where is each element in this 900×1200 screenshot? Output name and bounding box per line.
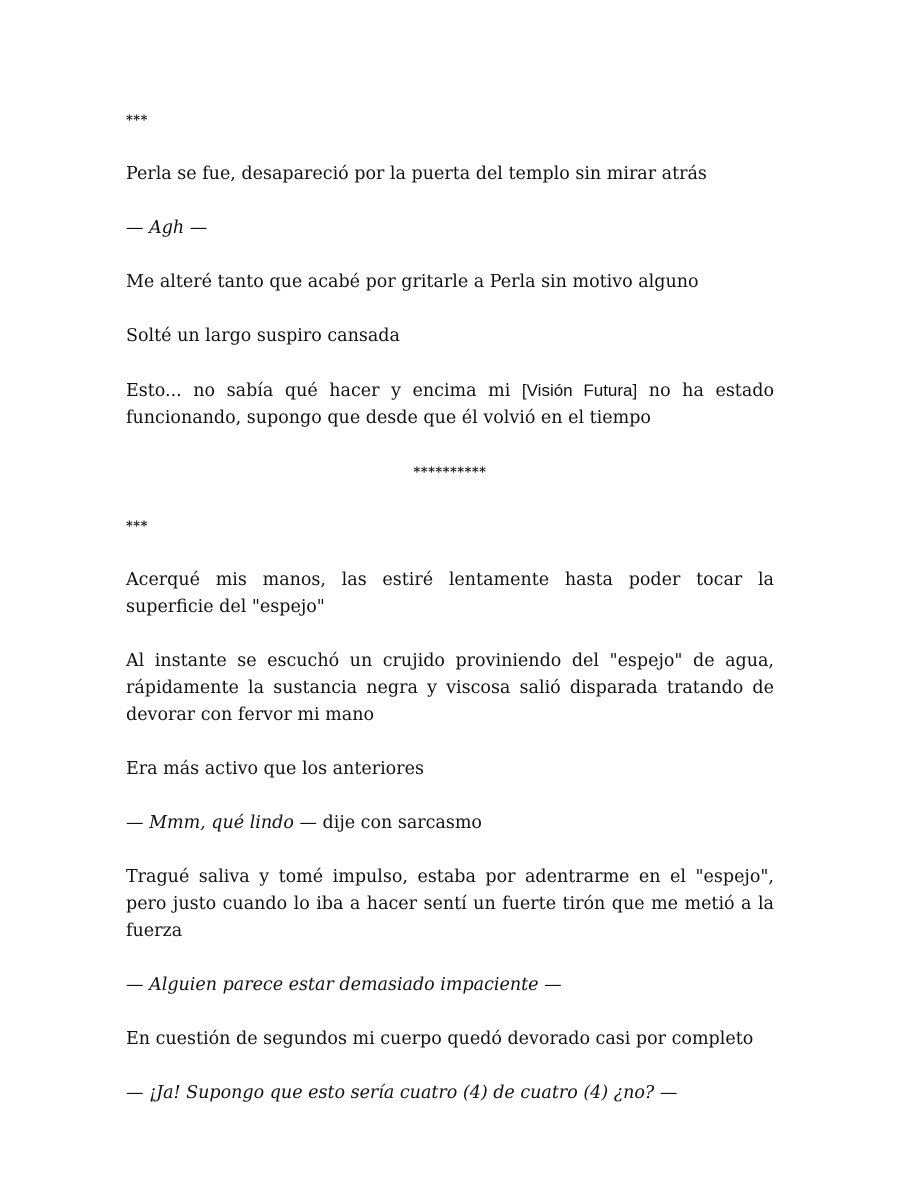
paragraph-altered: Me alteré tanto que acabé por gritarle a Perla sin motivo alguno bbox=[126, 272, 699, 292]
scene-separator: *** bbox=[126, 519, 148, 534]
section-separator: ********** bbox=[413, 465, 487, 480]
dash-open: — bbox=[126, 975, 150, 995]
document-page bbox=[126, 107, 774, 1134]
paragraph-crack: Al instante se escuchó un crujido proviniendo del "espejo" de agua, rápidamente la sustancia negra y viscosa salió disparada tratando de devorar con fervor mi mano bbox=[126, 651, 774, 725]
dialogue-agh bbox=[126, 215, 774, 242]
dash-open: — bbox=[126, 813, 150, 833]
dialogue-impatient bbox=[126, 972, 774, 999]
dash-open: — bbox=[126, 218, 150, 238]
dash-close: — bbox=[184, 218, 208, 238]
paragraph-hands: Acerqué mis manos, las estiré lentamente hasta poder tocar la superficie del "espejo" bbox=[126, 570, 774, 617]
dash-close: — bbox=[538, 975, 562, 995]
dialogue-mmm bbox=[126, 810, 774, 837]
paragraph-perla-leaves: Perla se fue, desapareció por la puerta del templo sin mirar atrás bbox=[126, 164, 707, 184]
dash-close: — bbox=[654, 1083, 678, 1103]
paragraph-swallowed: Tragué saliva y tomé impulso, estaba por adentrarme en el "espejo", pero justo cuando lo iba a hacer sentí un fuerte tirón que me metió a la fuerza bbox=[126, 867, 774, 941]
dialogue-text: Mmm, qué lindo bbox=[149, 813, 294, 833]
paragraph-more-active: Era más activo que los anteriores bbox=[126, 759, 424, 779]
skill-name: [Visión Futura] bbox=[521, 381, 638, 400]
dash-open: — bbox=[126, 1083, 150, 1103]
text-after-skill: no ha estado funcionando, supongo que desde que él volvió en el tiempo bbox=[126, 381, 774, 428]
dialogue-text: ¡Ja! Supongo que esto sería cuatro (4) de cuatro (4) ¿no? bbox=[149, 1083, 655, 1103]
text-before-skill: Esto... no sabía qué hacer y encima mi bbox=[126, 381, 522, 401]
paragraph-vision-futura bbox=[126, 377, 774, 432]
paragraph-devoured: En cuestión de segundos mi cuerpo quedó devorado casi por completo bbox=[126, 1029, 754, 1049]
paragraph-sigh: Solté un largo suspiro cansada bbox=[126, 326, 400, 346]
dialogue-text: Agh bbox=[149, 218, 185, 238]
scene-separator: *** bbox=[126, 113, 148, 128]
dialogue-tag: — dije con sarcasmo bbox=[293, 813, 482, 833]
dialogue-four-of-four bbox=[126, 1080, 774, 1107]
dialogue-text: Alguien parece estar demasiado impaciente bbox=[149, 975, 539, 995]
